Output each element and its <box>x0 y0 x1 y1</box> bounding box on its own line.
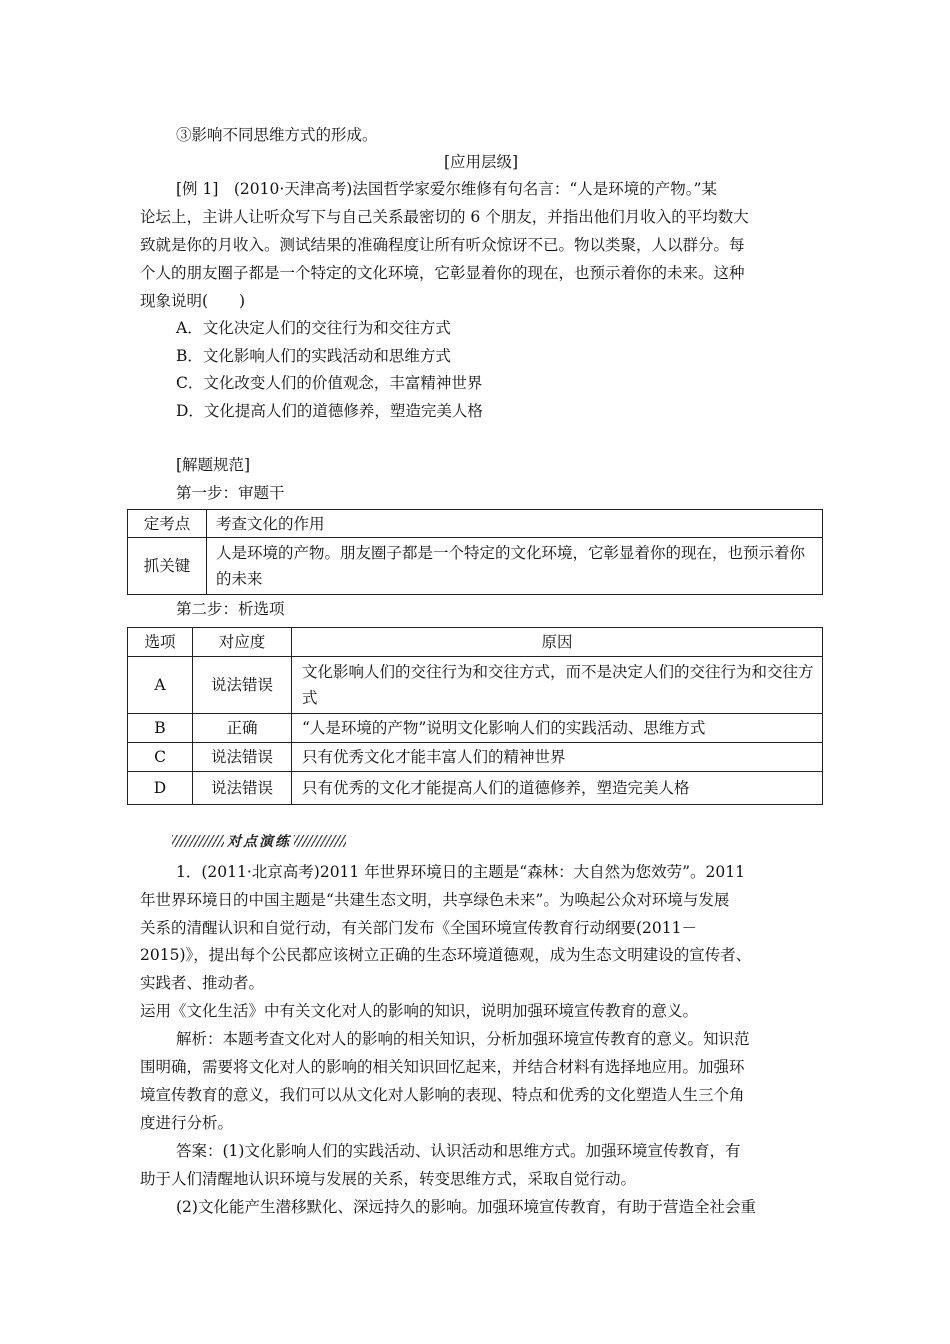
table-key-cell: 抓关键 <box>128 538 207 595</box>
option-c: C．文化改变人们的价值观念，丰富精神世界 <box>176 374 483 392</box>
question-line-3: 关系的清醒认识和自觉行动，有关部门发布《全国环境宣传教育行动纲要(2011－ <box>140 919 697 937</box>
option-a: A．文化决定人们的交往行为和交往方式 <box>176 319 451 337</box>
example-line-4: 个人的朋友圈子都是一个特定的文化环境，它彰显着你的现在，也预示着你的未来。这种 <box>140 264 745 282</box>
answer-line-2: 助于人们清醒地认识环境与发展的关系，转变思维方式，采取自觉行动。 <box>140 1170 637 1188</box>
table-value-cell: 人是环境的产物。朋友圈子都是一个特定的文化环境，它彰显着你的现在，也预示着你的未来 <box>207 538 823 595</box>
step-2-label: 第二步：析选项 <box>176 600 285 618</box>
table-row <box>128 510 823 538</box>
question-task: 运用《文化生活》中有关文化对人的影响的知识，说明加强环境宣传教育的意义。 <box>140 1002 699 1020</box>
option-analysis-table <box>127 627 823 805</box>
solution-title: [解题规范] <box>176 456 251 474</box>
table-key-cell: 定考点 <box>128 510 207 538</box>
table-header-row <box>128 628 823 657</box>
question-line-5: 实践者、推动者。 <box>140 974 265 992</box>
hatch-decoration-left <box>172 835 224 847</box>
table-value-cell: 考查文化的作用 <box>207 510 823 538</box>
table-row <box>128 657 823 714</box>
option-d: D．文化提高人们的道德修养，塑造完美人格 <box>176 402 483 420</box>
header-reason: 原因 <box>292 628 823 657</box>
option-cell: A <box>128 657 193 714</box>
question-line-4: 2015)》，提出每个公民都应该树立正确的生态环境道德观，成为生态文明建设的宣传者、 <box>140 946 752 964</box>
section-title: [应用层级] <box>443 153 519 171</box>
option-cell: D <box>128 772 193 805</box>
hatch-decoration-right <box>294 835 346 847</box>
example-line-1: [例 1] (2010·天津高考)法国哲学家爱尔维修有句名言：“人是环境的产物。”某 <box>176 180 717 198</box>
reason-cell: 只有优秀的文化才能提高人们的道德修养，塑造完美人格 <box>292 772 823 805</box>
practice-banner-title: 对点演练 <box>227 834 291 850</box>
step-1-label: 第一步：审题干 <box>176 484 285 502</box>
analysis-line-3: 境宣传教育的意义，我们可以从文化对人影响的表现、特点和优秀的文化塑造人生三个角 <box>140 1086 745 1104</box>
analysis-line-2: 围明确，需要将文化对人的影响的相关知识回忆起来，并结合材料有选择地应用。加强环 <box>140 1058 745 1076</box>
example-line-3: 致就是你的月收入。测试结果的准确程度让所有听众惊讶不已。物以类聚，人以群分。每 <box>140 236 745 254</box>
table-row <box>128 538 823 595</box>
question-line-1: 1．(2011·北京高考)2011 年世界环境日的主题是“森林：大自然为您效劳”。2011 <box>176 863 745 881</box>
reason-cell: “人是环境的产物”说明文化影响人们的实践活动、思维方式 <box>292 714 823 743</box>
reason-cell: 文化影响人们的交往行为和交往方式，而不是决定人们的交往行为和交往方式 <box>292 657 823 714</box>
correctness-cell: 说法错误 <box>193 772 292 805</box>
correctness-cell: 说法错误 <box>193 657 292 714</box>
table-row <box>128 743 823 772</box>
practice-banner <box>172 832 346 850</box>
table-row <box>128 772 823 805</box>
header-correctness: 对应度 <box>193 628 292 657</box>
option-b: B．文化影响人们的实践活动和思维方式 <box>176 347 451 365</box>
example-line-2: 论坛上，主讲人让听众写下与自己关系最密切的 6 个朋友，并指出他们月收入的平均数大 <box>140 208 749 226</box>
option-cell: B <box>128 714 193 743</box>
correctness-cell: 正确 <box>193 714 292 743</box>
question-analysis-table <box>127 509 823 595</box>
example-line-5: 现象说明( ) <box>140 292 246 310</box>
reason-cell: 只有优秀文化才能丰富人们的精神世界 <box>292 743 823 772</box>
intro-line: ③影响不同思维方式的形成。 <box>176 126 378 144</box>
table-row <box>128 714 823 743</box>
analysis-line-4: 度进行分析。 <box>140 1114 234 1132</box>
option-cell: C <box>128 743 193 772</box>
answer-line-3: (2)文化能产生潜移默化、深远持久的影响。加强环境宣传教育，有助于营造全社会重 <box>176 1198 756 1216</box>
header-option: 选项 <box>128 628 193 657</box>
question-line-2: 年世界环境日的中国主题是“共建生态文明，共享绿色未来”。为唤起公众对环境与发展 <box>140 891 730 909</box>
correctness-cell: 说法错误 <box>193 743 292 772</box>
answer-line-1: 答案：(1)文化影响人们的实践活动、认识活动和思维方式。加强环境宣传教育，有 <box>176 1142 741 1160</box>
analysis-line-1: 解析：本题考查文化对人的影响的相关知识，分析加强环境宣传教育的意义。知识范 <box>176 1030 750 1048</box>
